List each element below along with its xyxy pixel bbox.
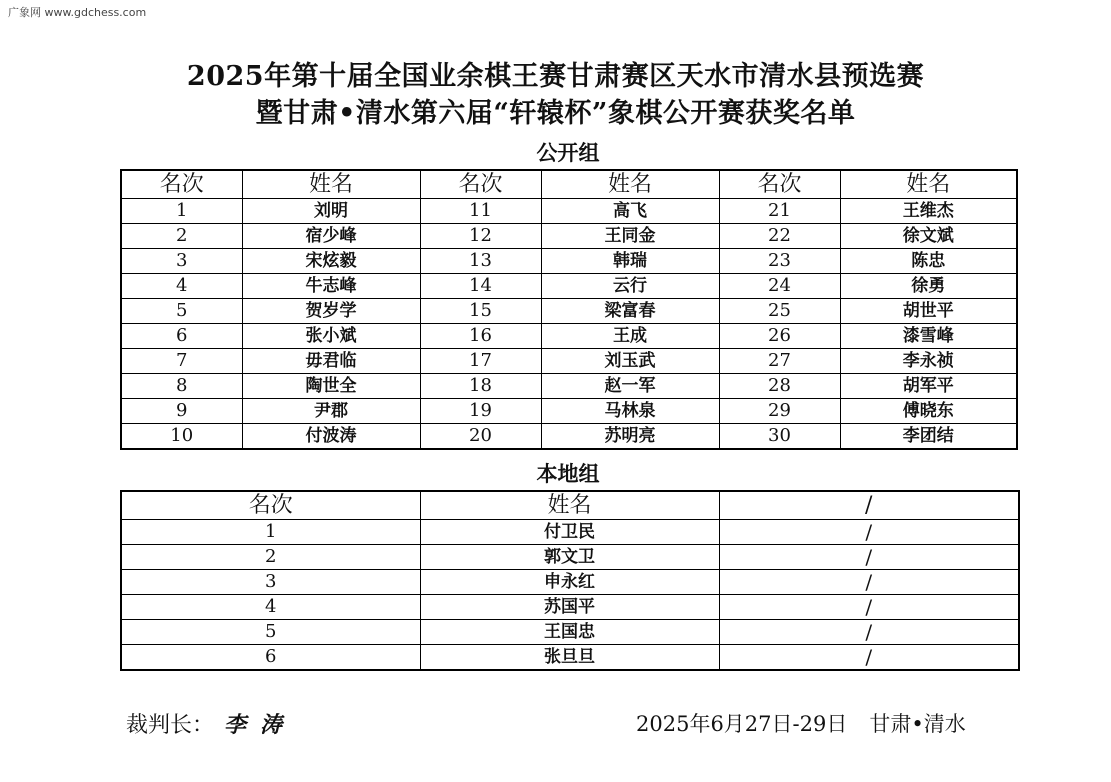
name-cell: 宿少峰 [242,224,420,249]
table-row [121,645,1019,671]
name-cell: 牛志峰 [242,274,420,299]
chief-judge [126,708,296,739]
rank-cell: 7 [121,349,242,374]
header-slash: / [719,491,1019,520]
rank-cell: 9 [121,399,242,424]
name-cell: 王同金 [541,224,719,249]
table-row [121,545,1019,570]
header-rank: 名次 [121,170,242,199]
table-row [121,374,1017,399]
table-row [121,274,1017,299]
table-row [121,349,1017,374]
name-cell: 胡世平 [840,299,1017,324]
name-cell: 付波涛 [242,424,420,450]
event-place: 甘肃•清水 [869,712,966,736]
rank-cell: 4 [121,595,420,620]
rank-cell: 15 [420,299,541,324]
rank-cell: 30 [719,424,840,450]
page-title-line1: 2025年第十届全国业余棋王赛甘肃赛区天水市清水县预选赛 [186,61,925,92]
rank-cell: 2 [121,224,242,249]
name-cell: 贺岁学 [242,299,420,324]
rank-cell: 24 [719,274,840,299]
rank-cell: 16 [420,324,541,349]
event-date-place [636,708,966,738]
rank-cell: 4 [121,274,242,299]
rank-cell: 11 [420,199,541,224]
open-group-table [120,169,1018,450]
rank-cell: 26 [719,324,840,349]
rank-cell: 27 [719,349,840,374]
name-cell: 张旦旦 [420,645,719,671]
name-cell: 梁富春 [541,299,719,324]
rank-cell: 3 [121,249,242,274]
table-header-row [121,491,1019,520]
event-date: 2025年6月27日-29日 [636,712,848,736]
name-cell: 李团结 [840,424,1017,450]
rank-cell: 6 [121,324,242,349]
rank-cell: 2 [121,545,420,570]
slash-cell: / [719,620,1019,645]
name-cell: 陶世全 [242,374,420,399]
rank-cell: 12 [420,224,541,249]
name-cell: 徐文斌 [840,224,1017,249]
name-cell: 王成 [541,324,719,349]
rank-cell: 10 [121,424,242,450]
name-cell: 苏明亮 [541,424,719,450]
name-cell: 毋君临 [242,349,420,374]
name-cell: 漆雪峰 [840,324,1017,349]
page-title-line2: 暨甘肃•清水第六届“轩辕杯”象棋公开赛获奖名单 [255,98,856,129]
rank-cell: 1 [121,199,242,224]
name-cell: 张小斌 [242,324,420,349]
header-name: 姓名 [541,170,719,199]
slash-cell: / [719,520,1019,545]
header-name: 姓名 [420,491,719,520]
rank-cell: 13 [420,249,541,274]
name-cell: 王国忠 [420,620,719,645]
slash-cell: / [719,570,1019,595]
header-rank: 名次 [719,170,840,199]
rank-cell: 5 [121,299,242,324]
name-cell: 付卫民 [420,520,719,545]
rank-cell: 19 [420,399,541,424]
rank-cell: 3 [121,570,420,595]
judge-label: 裁判长： [126,713,215,738]
table-row [121,199,1017,224]
rank-cell: 21 [719,199,840,224]
rank-cell: 8 [121,374,242,399]
name-cell: 申永红 [420,570,719,595]
table-row [121,620,1019,645]
name-cell: 王维杰 [840,199,1017,224]
table-row [121,399,1017,424]
table-row [121,249,1017,274]
open-group-title: 公开组 [536,140,600,165]
slash-cell: / [719,545,1019,570]
name-cell: 宋炫毅 [242,249,420,274]
name-cell: 刘玉武 [541,349,719,374]
table-row [121,324,1017,349]
slash-cell: / [719,595,1019,620]
rank-cell: 6 [121,645,420,671]
slash-cell: / [719,645,1019,671]
table-row [121,424,1017,450]
local-group-title: 本地组 [536,461,600,486]
rank-cell: 5 [121,620,420,645]
rank-cell: 17 [420,349,541,374]
name-cell: 高飞 [541,199,719,224]
name-cell: 刘明 [242,199,420,224]
table-row [121,520,1019,545]
name-cell: 尹郡 [242,399,420,424]
name-cell: 李永祯 [840,349,1017,374]
rank-cell: 28 [719,374,840,399]
rank-cell: 20 [420,424,541,450]
table-header-row [121,170,1017,199]
local-group-table [120,490,1020,671]
rank-cell: 29 [719,399,840,424]
rank-cell: 22 [719,224,840,249]
judge-name: 李涛 [224,712,297,738]
site-watermark: 广象网 www.gdchess.com [8,6,147,19]
rank-cell: 14 [420,274,541,299]
name-cell: 赵一军 [541,374,719,399]
header-rank: 名次 [420,170,541,199]
table-row [121,595,1019,620]
name-cell: 云行 [541,274,719,299]
name-cell: 陈忠 [840,249,1017,274]
table-row [121,224,1017,249]
table-row [121,570,1019,595]
name-cell: 傅晓东 [840,399,1017,424]
name-cell: 苏国平 [420,595,719,620]
rank-cell: 25 [719,299,840,324]
rank-cell: 23 [719,249,840,274]
name-cell: 胡军平 [840,374,1017,399]
rank-cell: 1 [121,520,420,545]
rank-cell: 18 [420,374,541,399]
name-cell: 郭文卫 [420,545,719,570]
header-rank: 名次 [121,491,420,520]
table-row [121,299,1017,324]
name-cell: 马林泉 [541,399,719,424]
name-cell: 韩瑞 [541,249,719,274]
header-name: 姓名 [242,170,420,199]
header-name: 姓名 [840,170,1017,199]
name-cell: 徐勇 [840,274,1017,299]
